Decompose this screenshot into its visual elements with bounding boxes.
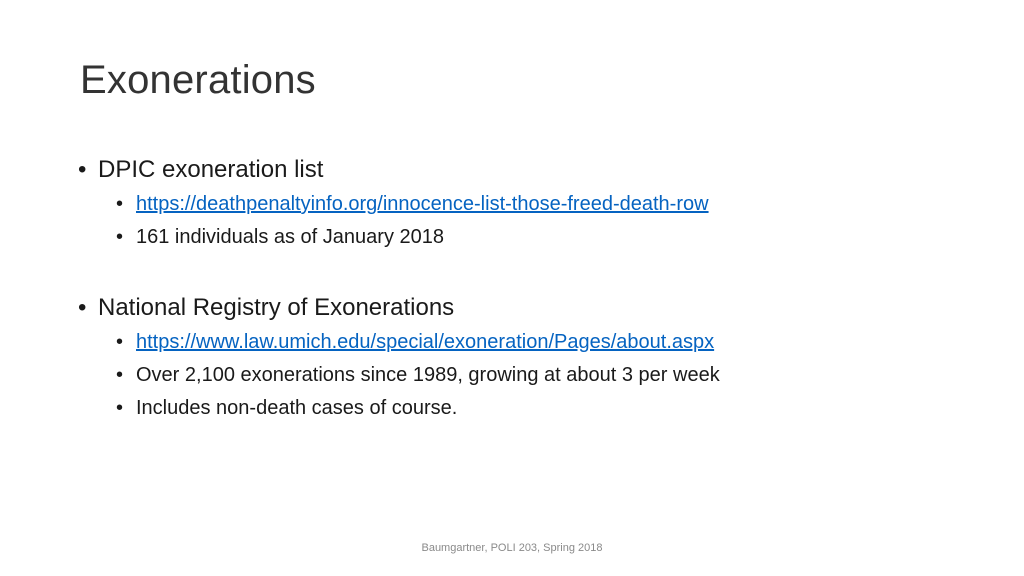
section-registry — [78, 290, 978, 425]
sub-bullet — [78, 188, 978, 221]
slide-title: Exonerations — [80, 58, 316, 102]
sub-bullet: • Includes non-death cases of course. — [78, 392, 978, 425]
section-dpic — [78, 152, 978, 254]
slide-footer: Baumgartner, POLI 203, Spring 2018 — [421, 542, 603, 554]
registry-link[interactable]: https://www.law.umich.edu/special/exoneration/Pages/about.aspx — [136, 331, 715, 353]
bullet-heading: • National Registry of Exonerations — [78, 290, 978, 326]
slide-content — [78, 152, 978, 461]
sub-bullet — [78, 326, 978, 359]
sub-bullet: • Over 2,100 exonerations since 1989, growing at about 3 per week — [78, 359, 978, 392]
bullet-heading: • DPIC exoneration list — [78, 152, 978, 188]
dpic-link[interactable]: https://deathpenaltyinfo.org/innocence-list-those-freed-death-row — [136, 193, 709, 215]
sub-bullet: • 161 individuals as of January 2018 — [78, 221, 978, 254]
